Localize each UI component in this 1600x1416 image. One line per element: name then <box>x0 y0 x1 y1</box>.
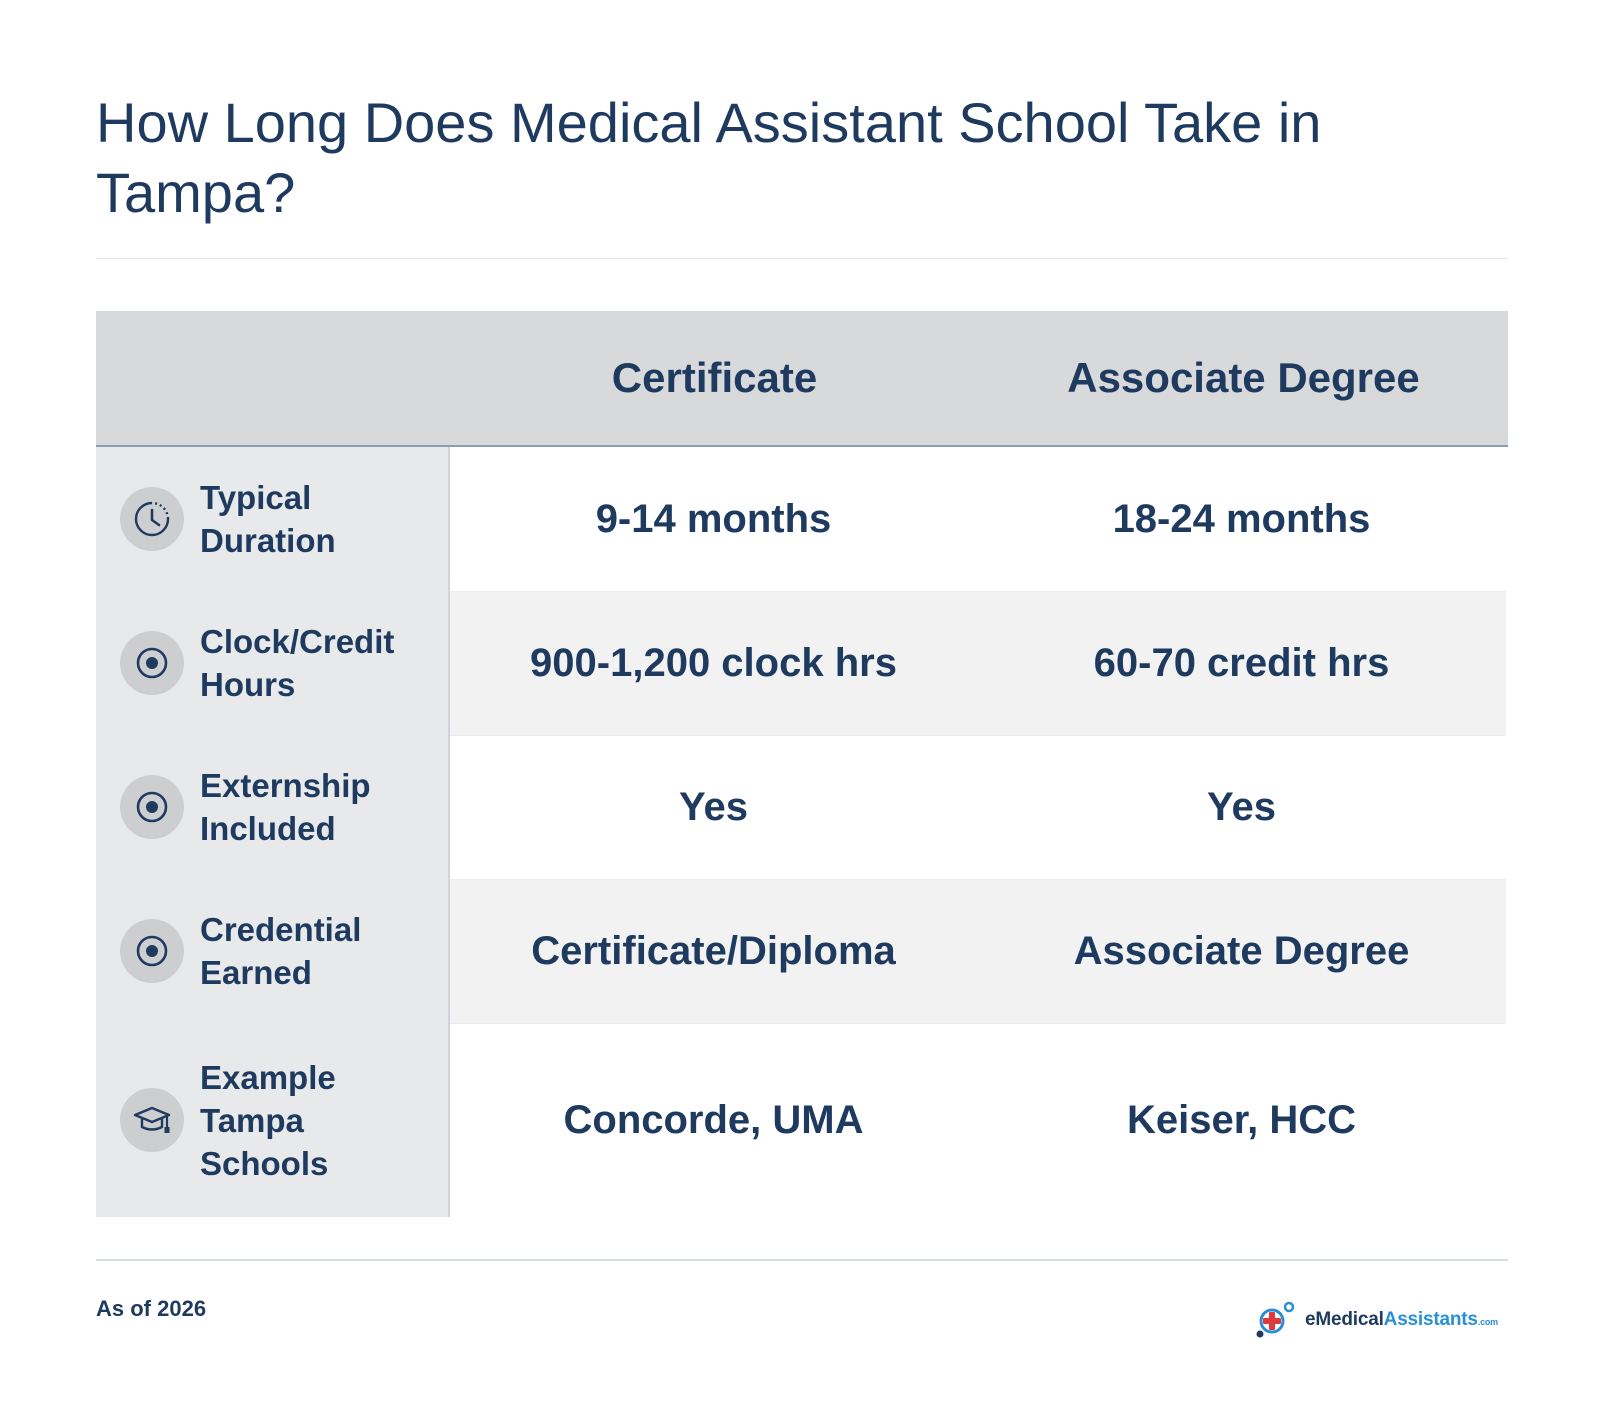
cell-certificate: 9-14 months <box>450 447 977 591</box>
cell-certificate: 900-1,200 clock hrs <box>450 591 977 735</box>
row-label: Clock/Credit Hours <box>200 623 395 703</box>
comparison-table <box>96 311 1508 1217</box>
title-divider <box>96 258 1508 259</box>
page-title: How Long Does Medical Assistant School Take in Tampa? <box>96 91 1322 224</box>
row-label-cell <box>96 1023 450 1217</box>
medical-cross-logo-icon <box>1255 1300 1299 1340</box>
cell-associate: Associate Degree <box>977 879 1506 1023</box>
row-label-cell <box>96 447 450 591</box>
footer-divider <box>96 1259 1508 1261</box>
header-corner <box>96 311 450 445</box>
cell-associate: Yes <box>977 735 1506 879</box>
column-header-associate: Associate Degree <box>1067 354 1420 401</box>
graduation-cap-icon <box>120 1088 184 1152</box>
row-label: Typical Duration <box>200 479 336 559</box>
cell-associate: 18-24 months <box>977 447 1506 591</box>
table-row <box>96 591 1508 735</box>
row-label-cell <box>96 879 450 1023</box>
target-icon <box>120 775 184 839</box>
footnote: As of 2026 <box>96 1296 207 1321</box>
table-row <box>96 735 1508 879</box>
cell-certificate: Certificate/Diploma <box>450 879 977 1023</box>
cell-associate: Keiser, HCC <box>977 1023 1506 1217</box>
target-icon <box>120 631 184 695</box>
row-label: Credential Earned <box>200 911 362 991</box>
row-label: Externship Included <box>200 767 371 847</box>
cell-certificate: Concorde, UMA <box>450 1023 977 1217</box>
target-icon <box>120 919 184 983</box>
brand-wordmark: eMedicalAssistants.com <box>1305 1309 1498 1330</box>
row-label-cell <box>96 591 450 735</box>
table-row <box>96 447 1508 591</box>
table-row <box>96 1023 1508 1217</box>
table-row <box>96 879 1508 1023</box>
table-header <box>96 311 1508 447</box>
column-header-certificate: Certificate <box>611 354 818 401</box>
row-label-cell <box>96 735 450 879</box>
cell-associate: 60-70 credit hrs <box>977 591 1506 735</box>
clock-icon <box>120 487 184 551</box>
row-label: Example Tampa Schools <box>200 1058 336 1182</box>
brand-logo <box>1255 1300 1498 1340</box>
cell-certificate: Yes <box>450 735 977 879</box>
